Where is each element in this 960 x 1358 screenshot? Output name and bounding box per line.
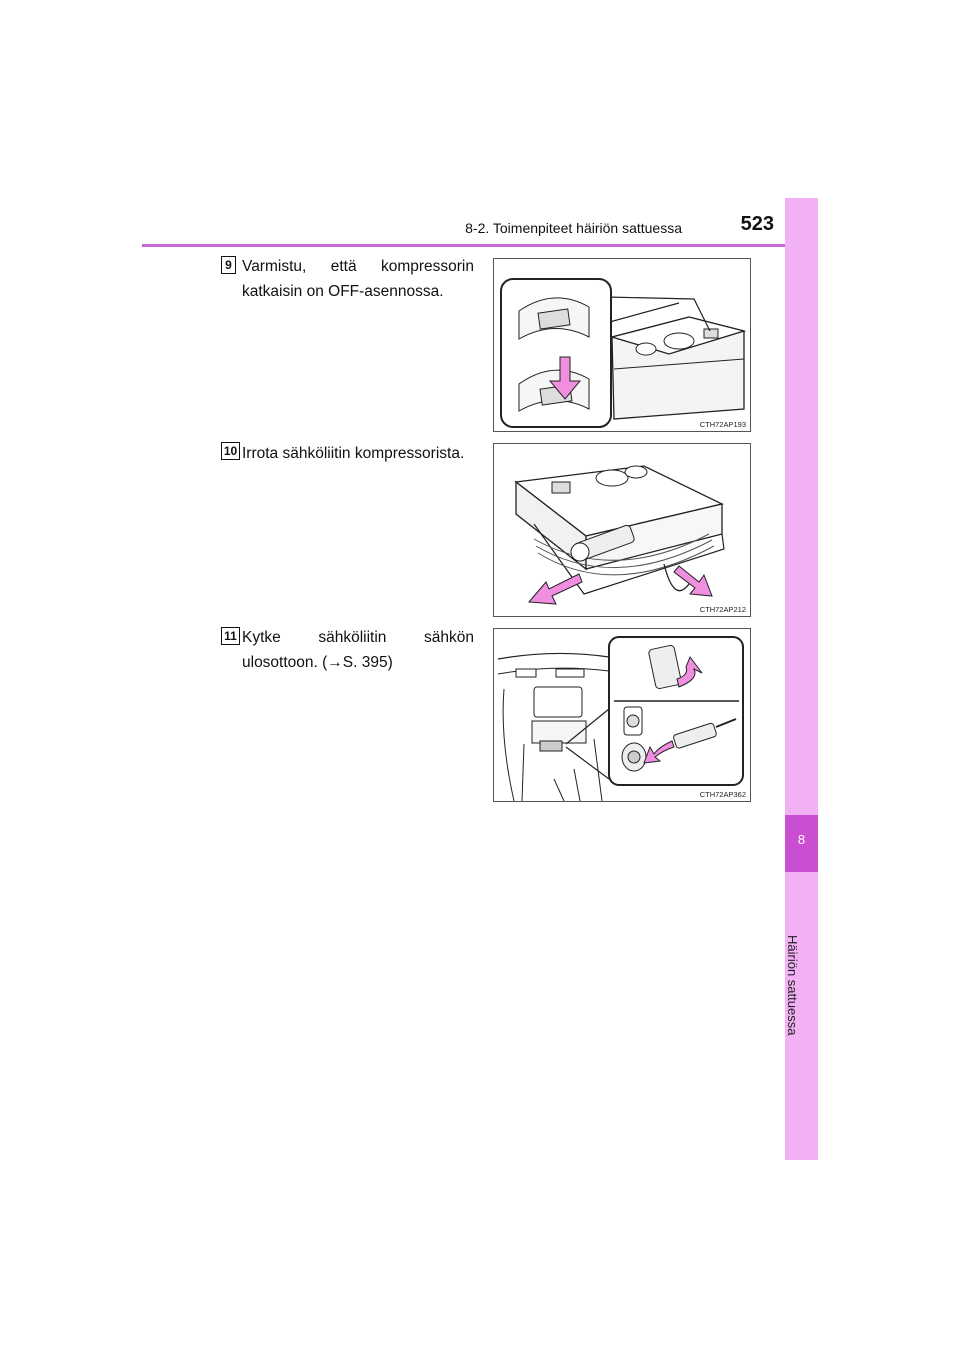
figure-code: CTH72AP362 <box>699 790 746 799</box>
step-number-10: 10 <box>221 442 240 460</box>
step-number-9: 9 <box>221 256 236 274</box>
step-text-9: Varmistu, että kompressorin katkaisin on OFF-asennossa. <box>242 258 474 300</box>
chapter-number: 8 <box>797 832 806 847</box>
header-rule <box>142 244 818 247</box>
step-text-10: Irrota sähköliitin kompressorista. <box>242 445 465 462</box>
figure-code: CTH72AP212 <box>699 605 746 614</box>
page-number: 523 <box>740 213 774 235</box>
figure-code: CTH72AP193 <box>699 420 746 429</box>
disconnect-plug-illustration <box>494 444 750 616</box>
step-number-11: 11 <box>221 627 240 645</box>
step-text-11: Kytke sähköliitin sähkön ulosottoon. (→S. 395) <box>242 629 474 671</box>
figure-compressor-switch <box>493 258 751 432</box>
figure-power-outlet <box>493 628 751 802</box>
compressor-switch-illustration <box>494 259 750 431</box>
chapter-title: Häiriön sattuessa <box>785 935 800 1036</box>
power-outlet-illustration <box>494 629 750 801</box>
section-title: 8-2. Toimenpiteet häiriön sattuessa <box>465 220 682 236</box>
figure-disconnect-plug <box>493 443 751 617</box>
